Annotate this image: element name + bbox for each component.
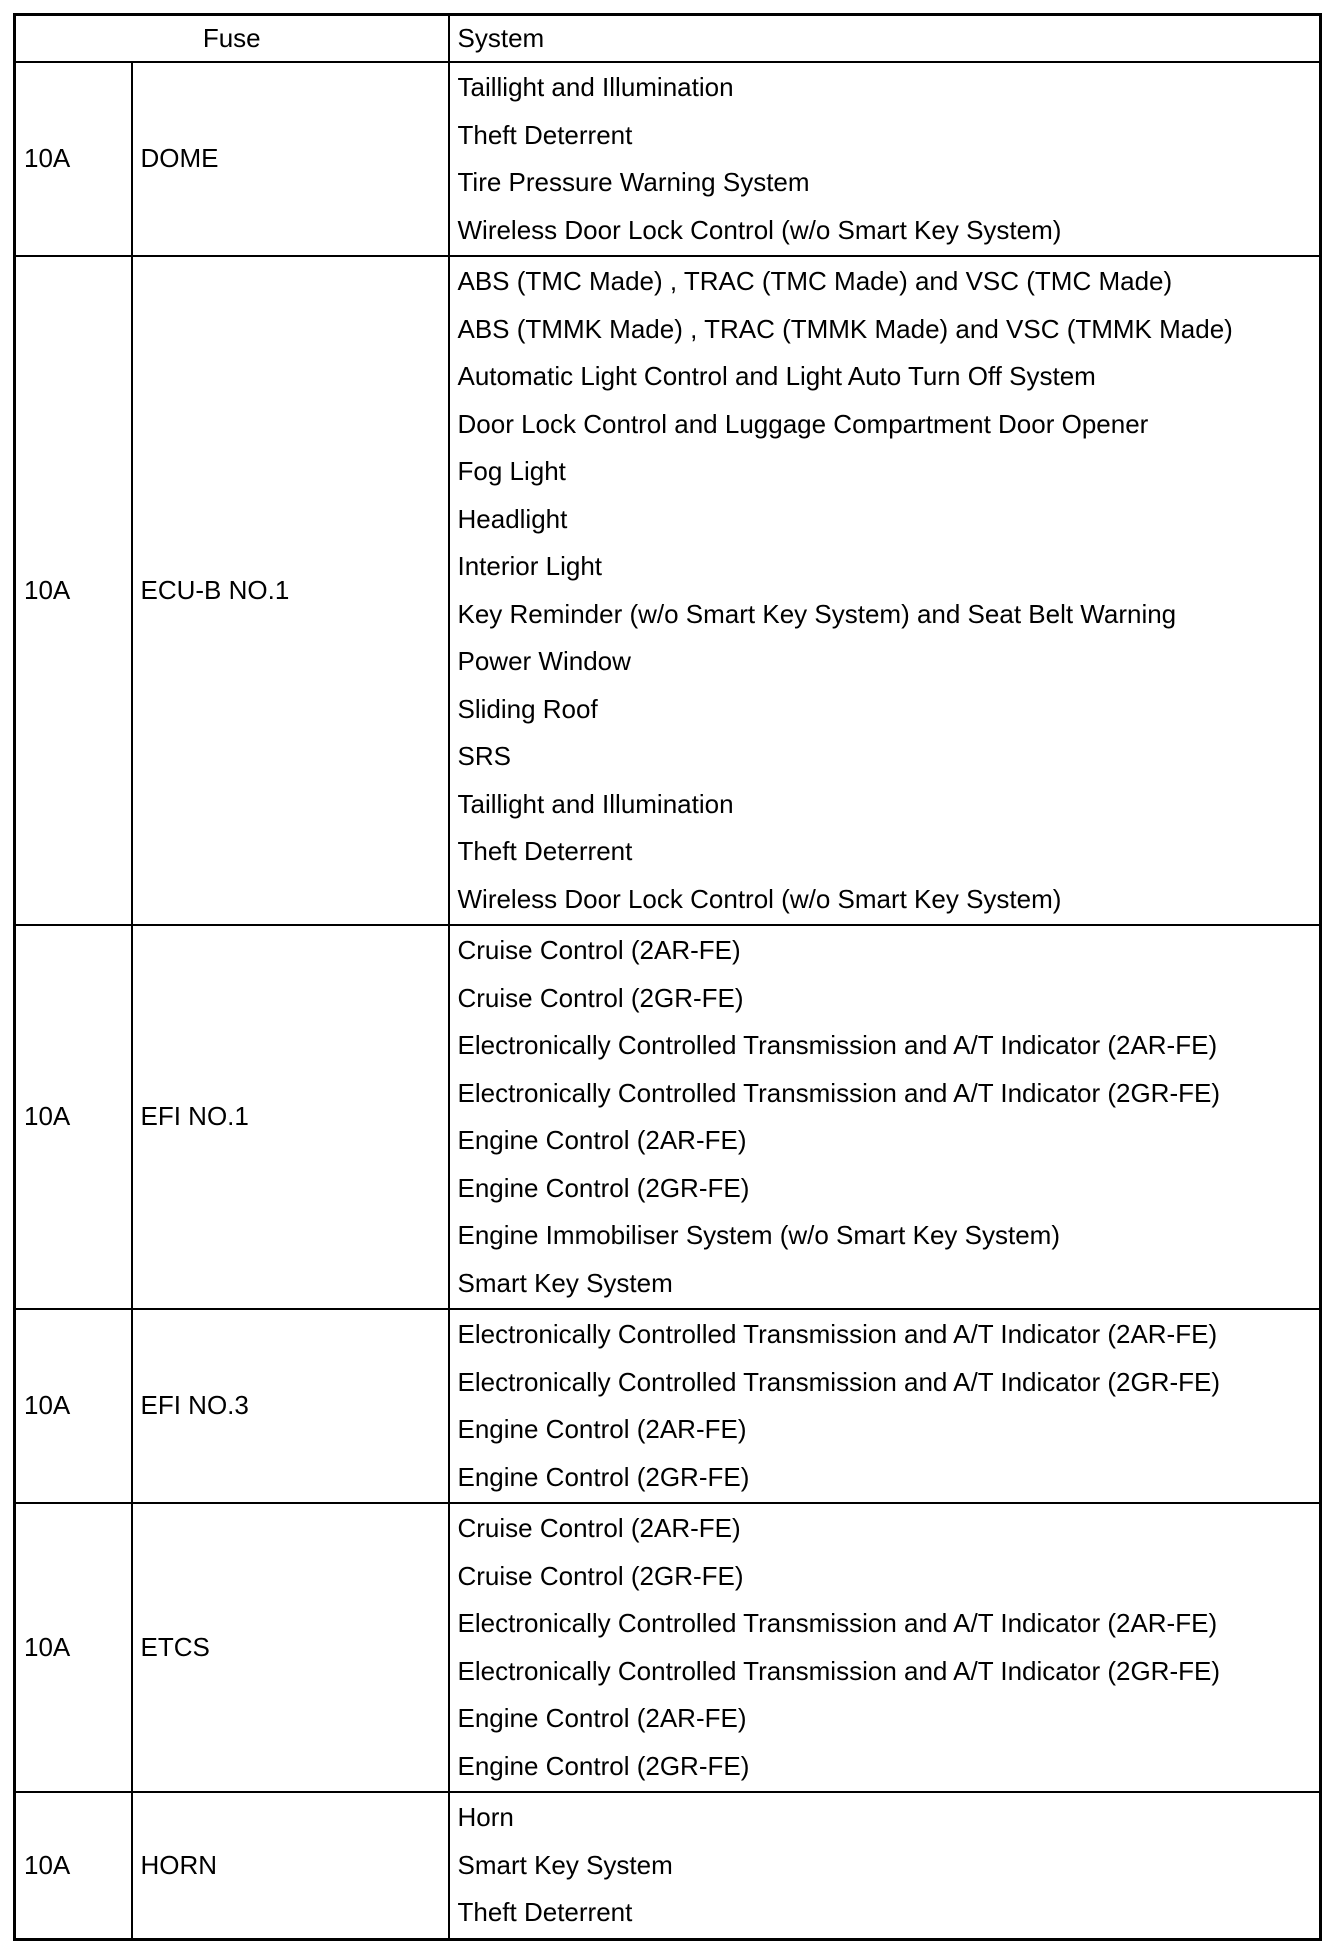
system-item: Wireless Door Lock Control (w/o Smart Key System) bbox=[457, 214, 1062, 245]
system-item: Smart Key System bbox=[457, 1849, 673, 1880]
fuse-amperage: 10A bbox=[15, 925, 132, 1309]
table-body bbox=[15, 62, 1321, 1939]
system-item: Cruise Control (2AR-FE) bbox=[457, 935, 741, 965]
system-item: Engine Control (2GR-FE) bbox=[457, 1172, 750, 1203]
table-row bbox=[15, 1792, 1321, 1939]
fuse-name: ECU-B NO.1 bbox=[132, 256, 449, 925]
system-item: Theft Deterrent bbox=[457, 836, 633, 866]
table-row bbox=[15, 925, 1321, 1309]
system-item: SRS bbox=[457, 741, 511, 771]
system-list bbox=[449, 62, 1321, 256]
fuse-name: HORN bbox=[132, 1792, 449, 1939]
system-item: ABS (TMMK Made) , TRAC (TMMK Made) and VSC (TMMK Made) bbox=[457, 313, 1233, 344]
system-item: Engine Control (2AR-FE) bbox=[457, 1703, 747, 1733]
fuse-amperage: 10A bbox=[15, 256, 132, 925]
system-item: Headlight bbox=[457, 503, 568, 534]
system-item: Cruise Control (2GR-FE) bbox=[457, 1560, 744, 1591]
system-item: Horn bbox=[457, 1802, 514, 1832]
system-item: Electronically Controlled Transmission and A/T Indicator (2AR-FE) bbox=[457, 1608, 1218, 1638]
table-row bbox=[15, 1309, 1321, 1503]
system-item: Smart Key System bbox=[457, 1267, 673, 1298]
system-item: Electronically Controlled Transmission and A/T Indicator (2GR-FE) bbox=[457, 1655, 1220, 1686]
header-system: System bbox=[449, 15, 1321, 63]
fuse-amperage: 10A bbox=[15, 62, 132, 256]
system-item: Electronically Controlled Transmission and A/T Indicator (2GR-FE) bbox=[457, 1077, 1220, 1108]
table-row bbox=[15, 62, 1321, 256]
system-item: Tire Pressure Warning System bbox=[457, 167, 810, 197]
table-row bbox=[15, 256, 1321, 925]
system-item: Key Reminder (w/o Smart Key System) and Seat Belt Warning bbox=[457, 598, 1177, 629]
system-item: Automatic Light Control and Light Auto Turn Off System bbox=[457, 361, 1096, 391]
system-item: Taillight and Illumination bbox=[457, 72, 734, 102]
fuse-system-table bbox=[13, 13, 1322, 1941]
system-item: Engine Control (2GR-FE) bbox=[457, 1461, 750, 1492]
fuse-name: ETCS bbox=[132, 1503, 449, 1792]
system-item: Cruise Control (2AR-FE) bbox=[457, 1513, 741, 1543]
system-item: Engine Control (2AR-FE) bbox=[457, 1414, 747, 1444]
system-item: Engine Control (2GR-FE) bbox=[457, 1750, 750, 1781]
system-item: Wireless Door Lock Control (w/o Smart Key System) bbox=[457, 883, 1062, 914]
system-item: Fog Light bbox=[457, 456, 566, 486]
system-item: Electronically Controlled Transmission and A/T Indicator (2AR-FE) bbox=[457, 1319, 1218, 1349]
system-list bbox=[449, 925, 1321, 1309]
system-item: Power Window bbox=[457, 646, 631, 676]
fuse-name: EFI NO.1 bbox=[132, 925, 449, 1309]
system-list bbox=[449, 1792, 1321, 1939]
system-item: Engine Control (2AR-FE) bbox=[457, 1125, 747, 1155]
system-list bbox=[449, 1503, 1321, 1792]
fuse-amperage: 10A bbox=[15, 1503, 132, 1792]
table-row bbox=[15, 1503, 1321, 1792]
system-item: Interior Light bbox=[457, 551, 603, 581]
system-item: Electronically Controlled Transmission and A/T Indicator (2GR-FE) bbox=[457, 1366, 1220, 1397]
system-list bbox=[449, 256, 1321, 925]
fuse-name: EFI NO.3 bbox=[132, 1309, 449, 1503]
system-list bbox=[449, 1309, 1321, 1503]
system-item: Theft Deterrent bbox=[457, 1897, 633, 1927]
system-item: Taillight and Illumination bbox=[457, 788, 734, 819]
table-header-row bbox=[15, 15, 1321, 63]
system-item: Electronically Controlled Transmission and A/T Indicator (2AR-FE) bbox=[457, 1030, 1218, 1060]
system-item: ABS (TMC Made) , TRAC (TMC Made) and VSC (TMC Made) bbox=[457, 266, 1173, 296]
system-item: Engine Immobiliser System (w/o Smart Key System) bbox=[457, 1220, 1060, 1250]
fuse-amperage: 10A bbox=[15, 1792, 132, 1939]
header-fuse: Fuse bbox=[15, 15, 449, 63]
system-item: Door Lock Control and Luggage Compartment Door Opener bbox=[457, 408, 1149, 439]
fuse-name: DOME bbox=[132, 62, 449, 256]
system-item: Cruise Control (2GR-FE) bbox=[457, 982, 744, 1013]
system-item: Sliding Roof bbox=[457, 693, 598, 724]
system-item: Theft Deterrent bbox=[457, 119, 633, 150]
fuse-amperage: 10A bbox=[15, 1309, 132, 1503]
